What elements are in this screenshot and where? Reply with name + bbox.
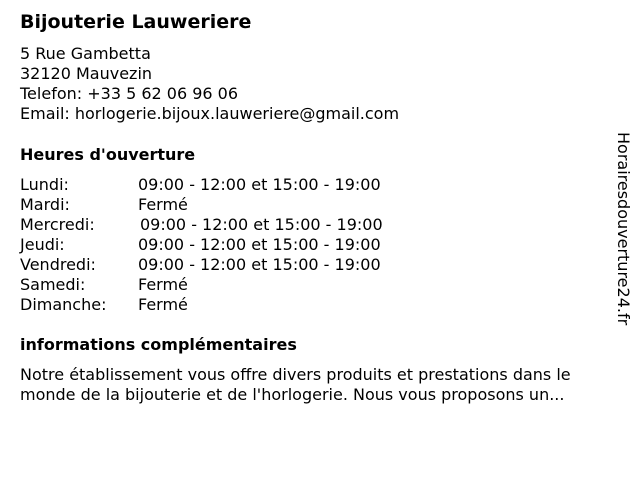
watermark-text: Horairesdouverture24.fr — [614, 132, 633, 326]
day-label: Vendredi: — [20, 255, 96, 274]
city-postcode: 32120 Mauvezin — [20, 64, 153, 83]
additional-info-text — [20, 365, 625, 405]
info-line-1: Notre établissement vous offre divers produits et prestations dans le — [20, 365, 571, 384]
email-address: Email: horlogerie.bijoux.lauweriere@gmail.com — [20, 104, 400, 123]
contact-block — [20, 44, 399, 124]
day-label: Jeudi: — [20, 235, 65, 254]
day-hours: Fermé — [138, 275, 188, 294]
day-hours: 09:00 - 12:00 et 15:00 - 19:00 — [138, 175, 381, 194]
day-label: Samedi: — [20, 275, 86, 294]
day-label: Mardi: — [20, 195, 70, 214]
info-line-2: monde de la bijouterie et de l'horlogerie. Nous vous proposons un... — [20, 385, 565, 404]
day-hours: 09:00 - 12:00 et 15:00 - 19:00 — [140, 215, 383, 234]
day-hours: Fermé — [138, 195, 188, 214]
day-hours: 09:00 - 12:00 et 15:00 - 19:00 — [138, 255, 381, 274]
phone-number: Telefon: +33 5 62 06 96 06 — [20, 84, 239, 103]
street-address: 5 Rue Gambetta — [20, 44, 151, 63]
day-label: Dimanche: — [20, 295, 107, 314]
additional-info-heading: informations complémentaires — [20, 335, 297, 354]
day-hours: Fermé — [138, 295, 188, 314]
day-label: Lundi: — [20, 175, 69, 194]
business-name: Bijouterie Lauweriere — [20, 11, 252, 33]
opening-hours-heading: Heures d'ouverture — [20, 145, 196, 164]
day-label: Mercredi: — [20, 215, 95, 234]
site-watermark — [613, 132, 633, 344]
day-hours: 09:00 - 12:00 et 15:00 - 19:00 — [138, 235, 381, 254]
